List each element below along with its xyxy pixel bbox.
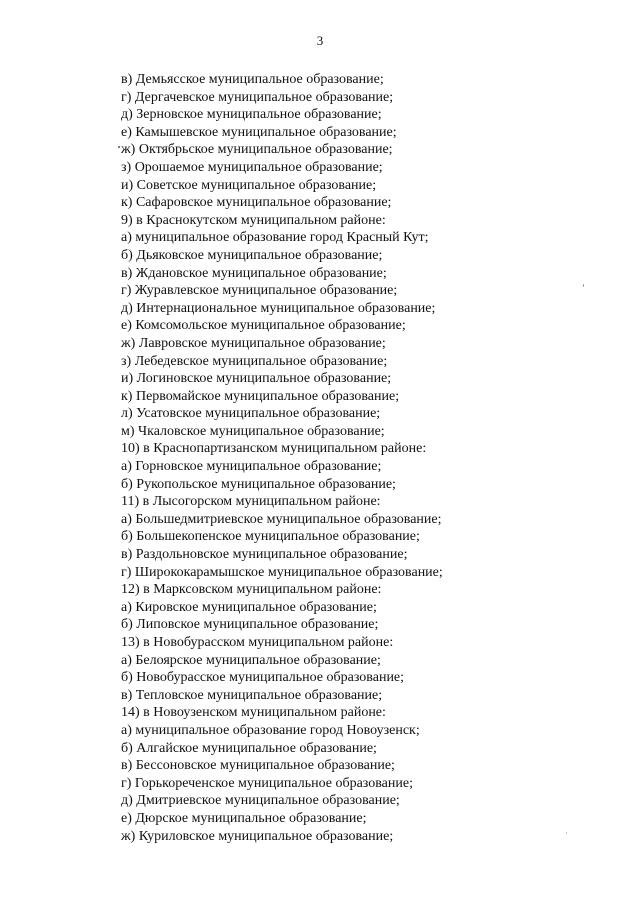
- list-line: в) Ждановское муниципальное образование;: [121, 265, 387, 281]
- list-line: в) Демьясское муниципальное образование;: [121, 72, 384, 87]
- list-line: а) Кировское муниципальное образование;: [121, 599, 377, 615]
- list-line: д) Зерновское муниципальное образование;: [121, 107, 382, 123]
- list-line: в) Тепловское муниципальное образование;: [121, 687, 383, 703]
- scan-speck: [583, 284, 584, 287]
- list-line: 13) в Новобурасском муниципальном районе:: [121, 635, 394, 650]
- list-line: ж) Куриловское муниципальное образование;: [121, 828, 394, 844]
- list-line: и) Советское муниципальное образование;: [121, 177, 377, 193]
- list-line: а) муниципальное образование город Новоузенск;: [121, 722, 420, 738]
- list-line: б) Алгайское муниципальное образование;: [121, 740, 377, 756]
- list-line: 9) в Краснокутском муниципальном районе:: [121, 212, 386, 228]
- scan-speck: [118, 146, 120, 148]
- page-number: 3: [316, 33, 324, 48]
- list-line: и) Логиновское муниципальное образование;: [121, 371, 392, 387]
- list-line: 11) в Лысогорском муниципальном районе:: [121, 494, 381, 510]
- list-line: а) Горновское муниципальное образование;: [121, 459, 382, 475]
- list-line: б) Рукопольское муниципальное образование;: [121, 476, 396, 492]
- scan-speck: [566, 832, 567, 834]
- list-line: г) Ширококарамышское муниципальное образование;: [121, 564, 443, 580]
- list-line: к) Сафаровское муниципальное образование;: [121, 195, 392, 211]
- list-line: в) Бессоновское муниципальное образование;: [121, 758, 395, 774]
- list-line: а) Белоярское муниципальное образование;: [121, 652, 381, 668]
- list-line: д) Интернациональное муниципальное образование;: [121, 300, 436, 316]
- list-line: в) Раздольновское муниципальное образование;: [121, 547, 408, 563]
- list-line: з) Лебедевское муниципальное образование;: [121, 353, 388, 369]
- list-line: а) Большедмитриевское муниципальное образование;: [121, 511, 442, 527]
- list-line: л) Усатовское муниципальное образование;: [121, 406, 381, 422]
- list-line: а) муниципальное образование город Красный Кут;: [121, 230, 429, 246]
- list-line: м) Чкаловское муниципальное образование;: [121, 423, 385, 439]
- list-line: 12) в Марксовском муниципальном районе:: [121, 582, 382, 598]
- list-line: 14) в Новоузенском муниципальном районе:: [121, 705, 386, 721]
- list-line: б) Большекопенское муниципальное образование;: [121, 529, 420, 545]
- list-line: ж) Лавровское муниципальное образование;: [121, 335, 386, 351]
- list-line: к) Первомайское муниципальное образование;: [121, 388, 400, 404]
- list-line: б) Новобурасское муниципальное образование;: [121, 670, 405, 686]
- list-line: б) Дьяковское муниципальное образование;: [121, 247, 383, 263]
- list-line: з) Орошаемое муниципальное образование;: [121, 159, 383, 175]
- list-line: г) Дергачевское муниципальное образование;: [121, 89, 394, 105]
- list-line: е) Дюрское муниципальное образование;: [121, 810, 367, 826]
- list-line: г) Журавлевское муниципальное образование;: [121, 283, 398, 299]
- list-line: г) Горькореченское муниципальное образование;: [121, 775, 413, 791]
- list-line: д) Дмитриевское муниципальное образование;: [121, 793, 400, 809]
- list-line: 10) в Краснопартизанском муниципальном районе:: [121, 441, 427, 457]
- list-line: ж) Октябрьское муниципальное образование;: [121, 142, 393, 158]
- list-line: б) Липовское муниципальное образование;: [121, 617, 379, 633]
- list-line: е) Камышевское муниципальное образование;: [121, 124, 397, 140]
- list-line: е) Комсомольское муниципальное образование;: [121, 318, 406, 334]
- municipal-list: [121, 71, 621, 845]
